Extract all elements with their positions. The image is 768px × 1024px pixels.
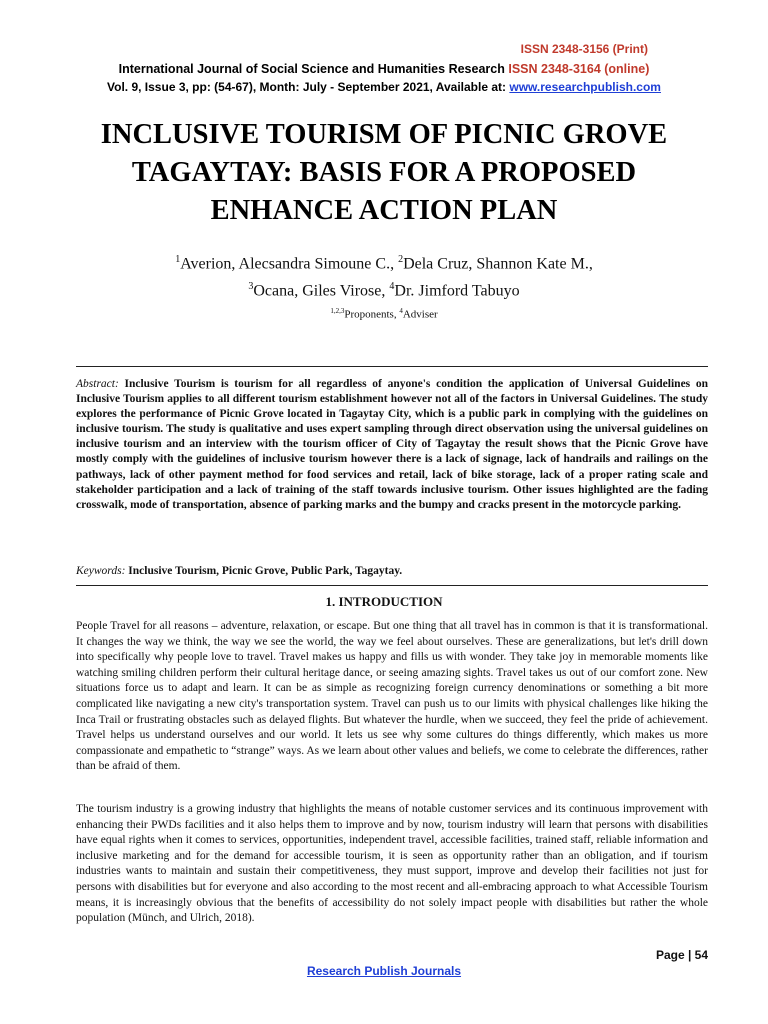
keywords: [76, 565, 708, 577]
author-3: Ocana, Giles Virose,: [253, 282, 390, 300]
journal-name: International Journal of Social Science and Humanities Research: [118, 62, 505, 76]
author-2: Dela Cruz, Shannon Kate M.,: [403, 255, 593, 273]
volume-line: [0, 80, 768, 94]
paragraph-2: The tourism industry is a growing industry that highlights the means of notable customer services and its continuous improvement with enhancing their PWDs facilities and it also helps them to improve and by now, tourism industry will learn that persons with disabilities have equal rights when it comes to services, opportunities, independent travel, accessible facilities, trained staff, reliable information and inclusive marketing and for the demand for accessible tourism, it is seen as opportunity rather than an obligation, and if tourism industries wants to maintain and sustain their competitiveness, they must support, improve and develop their facilities not just for persons with disabilities but for everyone and also according to the most recent and all-embracing approach to what Accessible Tourism means, it is increasingly obvious that the benefits of accessibility do not solely impact people with disabilities but rather the whole population (Münch, and Ulrich, 2018).: [76, 803, 708, 925]
role-1: Proponents,: [344, 308, 400, 321]
role-2-superscript: 4: [399, 307, 403, 315]
author-2-superscript: 2: [398, 254, 404, 265]
author-3-superscript: 3: [248, 281, 254, 293]
keywords-bottom-rule: [76, 585, 708, 586]
author-4: Dr. Jimford Tabuyo: [394, 282, 520, 300]
abstract-top-rule: [76, 366, 708, 367]
abstract-text: Inclusive Tourism is tourism for all regardless of anyone's condition the application of Universal Guidelines on Inclusive Tourism applies to all different tourism establishment however not all of the factors in Universal Guidelines. The study explores the performance of Picnic Grove located in Tagaytay City, which is a public park in complying with the guidelines on inclusive tourism. The study is qualitative and uses expert sampling through direct observation using the universal guidelines on inclusive tourism and an interview with the tourism officer of City of Tagaytay the result shows that the Picnic Grove have mostly comply with the guidelines of inclusive tourism however there is a lack of signage, lack of handrails and railings on the pathways, lack of other payment method for food services and retail, lack of bike storage, lack of a proper rating scale and stakeholder participation and a lack of training of the staff towards inclusive tourism. Other issues highlighted are the fading crosswalk, mode of transportation, absence of parking marks and the bumpy and cracks present in the motorcycle parking.: [76, 378, 708, 511]
keywords-label: Keywords:: [76, 565, 129, 577]
keywords-text: Inclusive Tourism, Picnic Grove, Public Park, Tagaytay.: [128, 565, 403, 577]
abstract: [76, 377, 708, 513]
author-list: [60, 248, 708, 303]
footer-publisher-link[interactable]: Research Publish Journals: [306, 964, 462, 978]
role-2: Adviser: [402, 308, 438, 321]
section-heading-introduction: 1. INTRODUCTION: [325, 594, 443, 609]
paper-title: INCLUSIVE TOURISM OF PICNIC GROVE TAGAYTAY: BASIS FOR A PROPOSED ENHANCE ACTION PLAN: [100, 119, 668, 226]
volume-info: Vol. 9, Issue 3, pp: (54-67), Month: July - September 2021, Available at:: [107, 80, 510, 94]
author-1-superscript: 1: [175, 254, 181, 265]
author-1: Averion, Alecsandra Simoune C.,: [180, 255, 399, 273]
journal-header: [0, 62, 768, 76]
website-link[interactable]: www.researchpublish.com: [509, 80, 661, 94]
author-4-superscript: 4: [389, 281, 395, 293]
page-number: Page | 54: [655, 948, 708, 962]
issn-print: ISSN 2348-3156 (Print): [520, 42, 648, 56]
author-roles: [60, 307, 708, 321]
abstract-label: Abstract:: [76, 378, 125, 390]
role-1-superscript: 1,2,3: [330, 307, 345, 315]
paragraph-1: People Travel for all reasons – adventure, relaxation, or escape. But one thing that all travel has in common is that it is transformational. It changes the way we think, the way we see the world, the way we feel about ourselves. These are generalizations, but let's drill down into specifically why people love to travel. Travel makes us happy and fills us with wonder. They take joy in memorable moments like watching smiling children perform their cultural heritage dance, or seeing amazing sights. Travel takes us out of our comfort zone. New situations force us to adapt and learn. It can be as simple as recognizing foreign currency denominations or something a bit more complicated like navigating a new city's transportation system. Travel can push us to our limits with physical challenges like hiking the Inca Trail or frustrating obstacles such as delayed flights. But whatever the hurdle, when we succeed, they feel the pride of achievement. Travel helps us understand ourselves and our world. It lets us see why some cultures do things differently, which makes us more compassionate and empathetic to “strange” ways. As we learn about other values and beliefs, we come to celebrate the differences, rather than be afraid of them.: [76, 620, 708, 773]
issn-online: ISSN 2348-3164 (online): [508, 62, 650, 76]
